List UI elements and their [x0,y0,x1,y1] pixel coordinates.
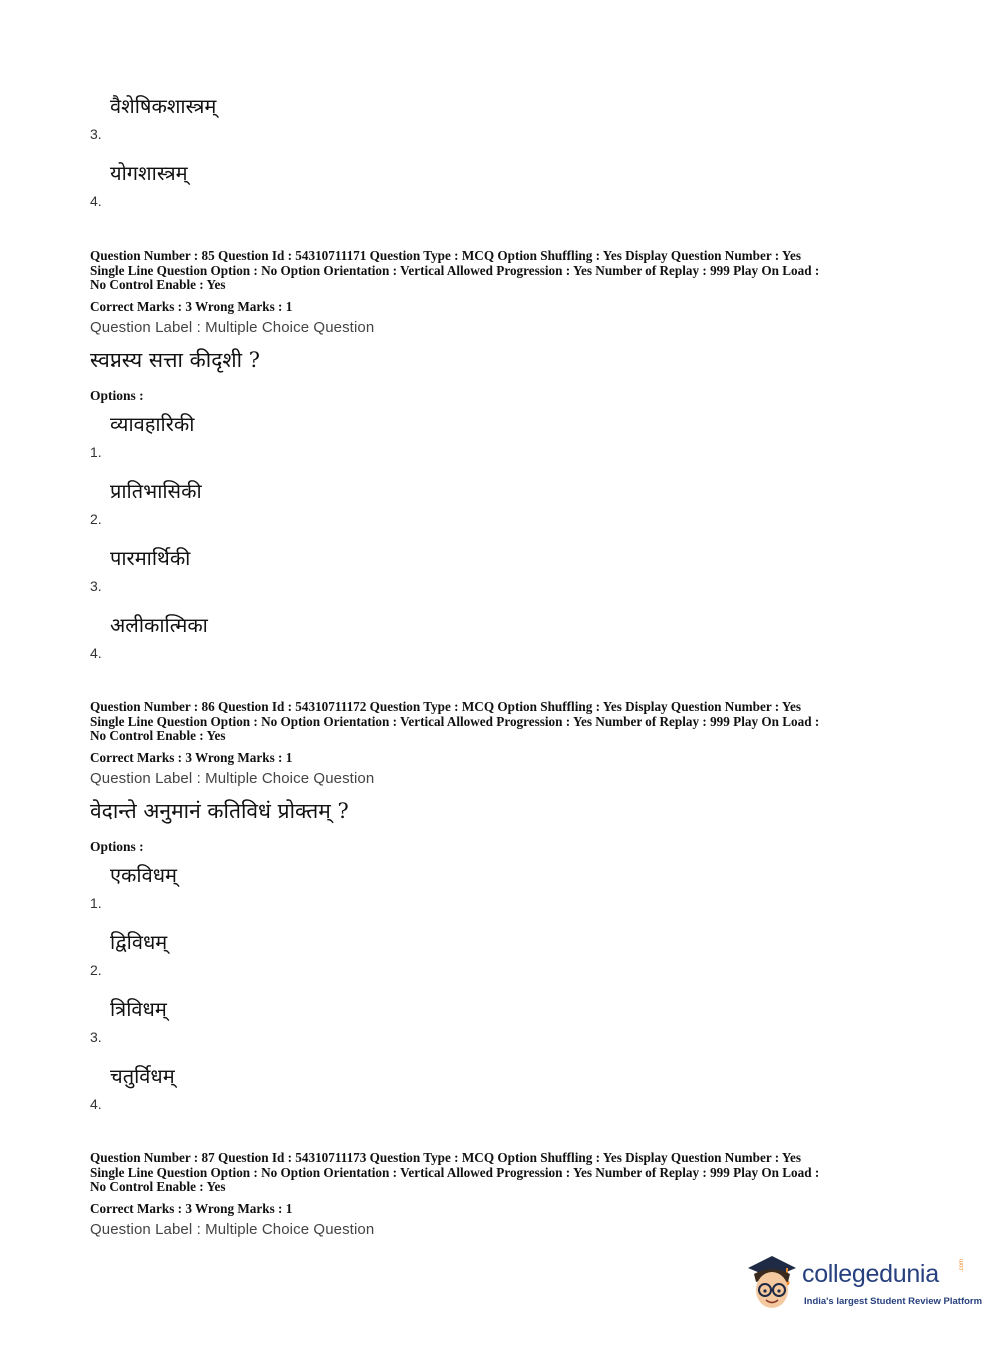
question-label: Question Label : Multiple Choice Question [90,769,375,787]
options-heading: Options : [90,388,144,403]
question-meta-line-1: Question Number : 85 Question Id : 54310711171 Question Type : MCQ Option Shuffling : Yes Display Question Number : Yes [90,248,801,263]
option-text: एकविधम् [110,863,177,887]
option-number: 4. [90,1096,102,1112]
question-meta-line-1: Question Number : 87 Question Id : 54310711173 Question Type : MCQ Option Shuffling : Yes Display Question Number : Yes [90,1150,801,1165]
prev-option-3 [90,92,490,142]
question-meta-line-3: No Control Enable : Yes [90,277,226,293]
option-text: द्विविधम् [110,930,168,954]
option-number: 4. [90,193,102,209]
question-85-block [90,249,920,374]
question-meta-line-1: Question Number : 86 Question Id : 54310711172 Question Type : MCQ Option Shuffling : Yes Display Question Number : Yes [90,699,801,714]
q86-option-3 [90,995,490,1045]
option-text: पारमार्थिकी [110,546,191,570]
option-text: व्यावहारिकी [110,412,195,436]
option-text: योगशास्त्रम् [110,161,188,185]
option-number: 2. [90,962,102,978]
q86-option-1 [90,861,490,911]
question-label: Question Label : Multiple Choice Question [90,318,375,336]
option-text: प्रातिभासिकी [110,479,202,503]
option-text: वैशेषिकशास्त्रम् [110,94,217,118]
question-meta-line-3: No Control Enable : Yes [90,1179,226,1195]
question-meta-line-2: Single Line Question Option : No Option Orientation : Vertical Allowed Progression : Yes Number of Replay : 999 Play On Load : [90,1164,820,1180]
option-number: 1. [90,444,102,460]
q86-option-2 [90,928,490,978]
option-number: 3. [90,1029,102,1045]
q85-option-2 [90,477,490,527]
prev-option-4 [90,159,490,209]
question-87-block [90,1151,920,1238]
question-meta-line-3: No Control Enable : Yes [90,728,226,744]
question-marks: Correct Marks : 3 Wrong Marks : 1 [90,1200,293,1216]
option-number: 3. [90,578,102,594]
collegedunia-logo [742,1250,983,1320]
question-marks: Correct Marks : 3 Wrong Marks : 1 [90,749,293,765]
question-86-block [90,700,920,825]
logo-suffix: .com [959,1258,965,1272]
q86-option-4 [90,1062,490,1112]
option-number: 4. [90,645,102,661]
question-marks: Correct Marks : 3 Wrong Marks : 1 [90,298,293,314]
q85-option-3 [90,544,490,594]
option-text: चतुर्विधम् [110,1064,175,1088]
question-meta-line-2: Single Line Question Option : No Option Orientation : Vertical Allowed Progression : Yes Number of Replay : 999 Play On Load : [90,713,820,729]
option-number: 3. [90,126,102,142]
q85-option-4 [90,611,490,661]
question-label: Question Label : Multiple Choice Question [90,1220,375,1238]
question-text: वेदान्ते अनुमानं कतिविधं प्रोक्तम् ? [90,798,349,823]
logo-tagline: India's largest Student Review Platform [804,1296,983,1307]
option-number: 2. [90,511,102,527]
option-number: 1. [90,895,102,911]
question-meta-line-2: Single Line Question Option : No Option Orientation : Vertical Allowed Progression : Yes Number of Replay : 999 Play On Load : [90,262,820,278]
logo-wordmark: collegedunia [802,1260,939,1288]
q85-option-1 [90,410,490,460]
question-text: स्वप्नस्य सत्ता कीदृशी ? [90,347,261,372]
option-text: त्रिविधम् [110,997,167,1021]
option-text: अलीकात्मिका [110,613,208,637]
student-mascot-icon [742,1250,802,1316]
options-heading: Options : [90,839,144,854]
